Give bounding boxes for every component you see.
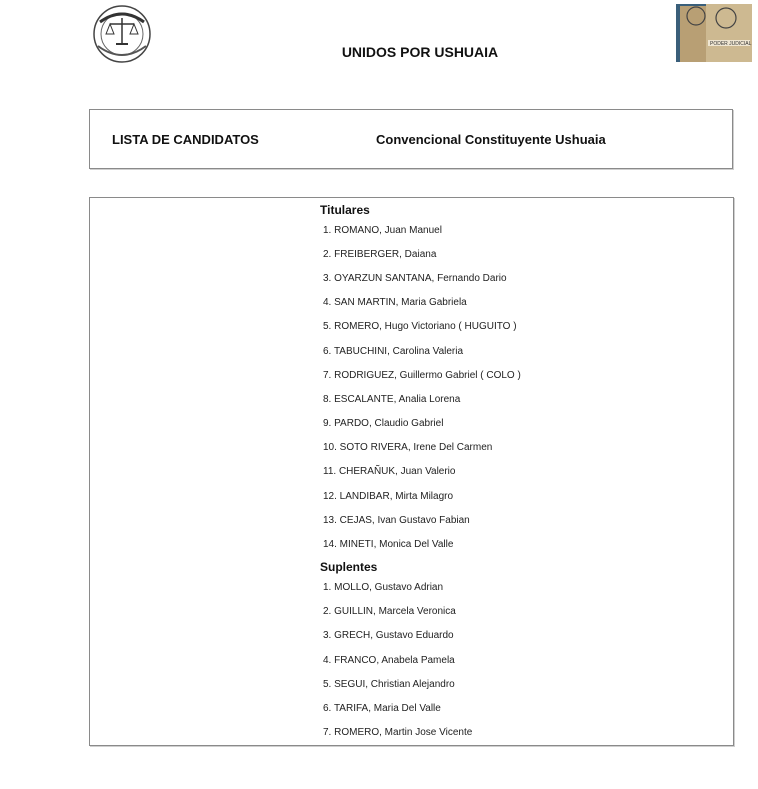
list-info-box (89, 109, 733, 169)
list-item: 12. LANDIBAR, Mirta Milagro (323, 491, 454, 502)
list-item: 11. CHERAÑUK, Juan Valerio (323, 466, 456, 477)
list-item: 3. OYARZUN SANTANA, Fernando Dario (323, 273, 507, 284)
list-item: 2. FREIBERGER, Daiana (323, 249, 437, 260)
list-item: 1. ROMANO, Juan Manuel (323, 225, 442, 236)
list-item: 6. TARIFA, Maria Del Valle (323, 703, 441, 714)
list-item: 4. SAN MARTIN, Maria Gabriela (323, 297, 467, 308)
photo-caption: PODER JUDICIAL (710, 41, 752, 47)
list-item: 7. ROMERO, Martin Jose Vicente (323, 727, 473, 738)
list-item: 5. ROMERO, Hugo Victoriano ( HUGUITO ) (323, 321, 517, 332)
list-item: 1. MOLLO, Gustavo Adrian (323, 582, 444, 593)
party-title: UNIDOS POR USHUAIA (341, 44, 499, 60)
list-item: 13. CEJAS, Ivan Gustavo Fabian (323, 515, 470, 526)
list-item: 8. ESCALANTE, Analia Lorena (323, 394, 461, 405)
list-label: LISTA DE CANDIDATOS (112, 132, 259, 147)
suplentes-heading: Suplentes (320, 560, 378, 574)
titulares-heading: Titulares (320, 203, 370, 217)
list-item: 3. GRECH, Gustavo Eduardo (323, 630, 454, 641)
list-item: 4. FRANCO, Anabela Pamela (323, 655, 455, 666)
list-item: 14. MINETI, Monica Del Valle (323, 539, 454, 550)
office-label: Convencional Constituyente Ushuaia (376, 132, 606, 147)
list-item: 2. GUILLIN, Marcela Veronica (323, 606, 456, 617)
list-item: 10. SOTO RIVERA, Irene Del Carmen (323, 442, 493, 453)
list-item: 9. PARDO, Claudio Gabriel (323, 418, 444, 429)
list-item: 5. SEGUI, Christian Alejandro (323, 679, 455, 690)
list-item: 6. TABUCHINI, Carolina Valeria (323, 346, 464, 357)
candidate-list-box (89, 197, 734, 746)
list-item: 7. RODRIGUEZ, Guillermo Gabriel ( COLO ) (323, 370, 521, 381)
